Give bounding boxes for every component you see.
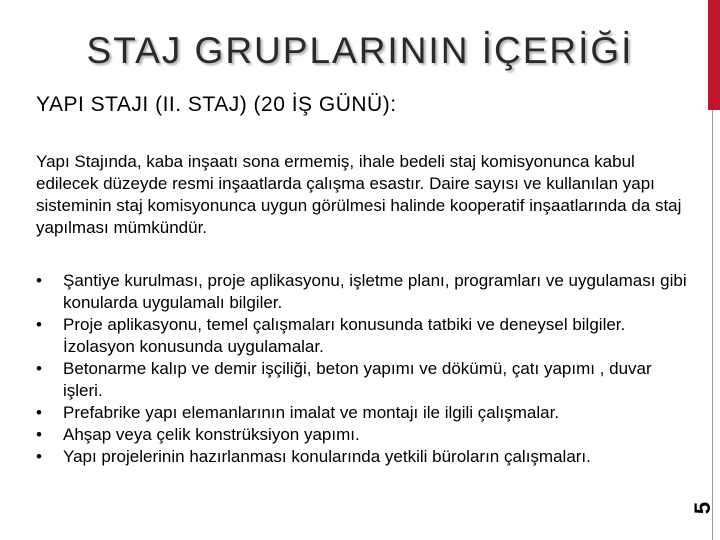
list-item-text: Proje aplikasyonu, temel çalışmaları konusunda tatbiki ve deneysel bilgiler. İzolasyon konusunda uygulamalar. xyxy=(63,315,626,356)
side-divider-line xyxy=(712,110,713,540)
bullet-icon: • xyxy=(36,359,42,378)
list-item-text: Ahşap veya çelik konstrüksiyon yapımı. xyxy=(63,425,360,444)
list-item xyxy=(36,446,696,468)
list-item xyxy=(36,358,696,402)
list-item-text: Betonarme kalıp ve demir işçiliği, beton yapımı ve dökümü, çatı yapımı , duvar işleri. xyxy=(63,359,652,400)
bullet-icon: • xyxy=(36,315,42,334)
list-item-text: Yapı projelerinin hazırlanması konularında yetkili büroların çalışmaları. xyxy=(63,447,591,466)
list-item-text: Şantiye kurulması, proje aplikasyonu, işletme planı, programları ve uygulaması gibi konularda uygulamalı bilgiler. xyxy=(63,271,687,312)
bullet-icon: • xyxy=(36,425,42,444)
list-item xyxy=(36,270,696,314)
bullet-icon: • xyxy=(36,403,42,422)
list-item-text: Prefabrike yapı elemanlarının imalat ve montajı ile ilgili çalışmalar. xyxy=(63,403,560,422)
slide-title: STAJ GRUPLARININ İÇERİĞİ xyxy=(86,30,634,71)
list-item xyxy=(36,424,696,446)
bullet-list xyxy=(36,270,696,468)
section-subheading: YAPI STAJI (II. STAJ) (20 İŞ GÜNÜ): xyxy=(36,93,397,116)
page-number: 5 xyxy=(690,501,715,515)
bullet-icon: • xyxy=(36,271,42,290)
list-item xyxy=(36,314,696,358)
bullet-icon: • xyxy=(36,447,42,466)
list-item xyxy=(36,402,696,424)
intro-paragraph: Yapı Stajında, kaba inşaatı sona ermemiş, ihale bedeli staj komisyonunca kabul edilecek düzeyde resmi inşaatlarda çalışma esastır. Daire sayısı ve kullanılan yapı sisteminin staj komisyonunca uygun görülmesi halinde kooperatif inşaatlarında da staj yapılması mümkündür. xyxy=(36,152,682,237)
